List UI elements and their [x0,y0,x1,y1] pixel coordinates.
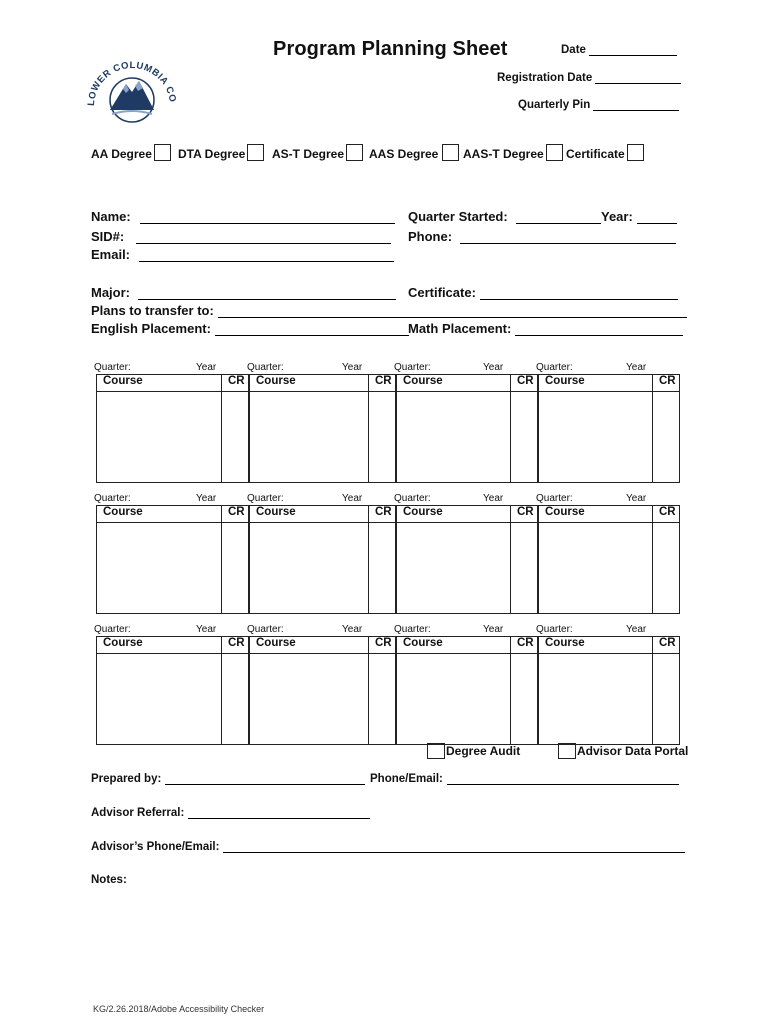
cr-header: CR [369,375,396,392]
quarter-table [538,636,680,745]
name-label: Name: [91,209,131,224]
quarter-label: Quarter: [394,362,431,373]
year-label: Year [626,362,647,373]
advisor-referral-label: Advisor Referral: [91,807,185,819]
year-field[interactable] [601,209,677,224]
phone-label: Phone: [408,229,453,244]
cr-cell[interactable] [511,392,538,483]
cr-cell[interactable] [653,392,680,483]
year-label: Year [483,362,504,373]
email-label: Email: [91,247,131,262]
quarter-table [96,636,249,745]
course-header: Course [397,375,511,392]
phone-email-label: Phone/Email: [370,773,443,785]
cr-header: CR [511,375,538,392]
course-cell[interactable] [250,654,369,745]
quarter-label: Quarter: [94,624,131,635]
degree-aast[interactable] [463,144,563,161]
advisor-phone-field[interactable] [91,840,685,853]
checkbox[interactable] [546,144,563,161]
year-label: Year [483,493,504,504]
degree-dta-label: DTA Degree [178,147,246,161]
cr-cell[interactable] [222,523,249,614]
course-cell[interactable] [397,392,511,483]
quarter-label: Quarter: [247,493,284,504]
quarterly-pin-field[interactable] [518,98,679,111]
degree-dta[interactable] [178,144,264,161]
year-label: Year [342,624,363,635]
course-header: Course [539,375,653,392]
advisor-referral-field[interactable] [91,806,370,819]
year-label: Year [342,362,363,373]
quarter-started-field[interactable] [408,209,601,224]
cr-header: CR [222,375,249,392]
phone-email-field[interactable] [370,772,679,785]
quarter-label: Quarter: [536,362,573,373]
quarter-table [249,374,396,483]
cr-cell[interactable] [653,523,680,614]
quarter-label: Quarter: [536,624,573,635]
cr-header: CR [222,637,249,654]
quarter-label: Quarter: [394,624,431,635]
year-label: Year [483,624,504,635]
degree-aas-label: AAS Degree [369,147,439,161]
degree-certificate-label: Certificate [566,147,625,161]
quarter-label: Quarter: [94,362,131,373]
major-label: Major: [91,285,130,300]
date-field[interactable] [561,43,677,56]
cr-cell[interactable] [511,523,538,614]
advisor-portal-label: Advisor Data Portal [577,744,689,758]
year-label: Year [196,624,217,635]
quarter-label: Quarter: [247,362,284,373]
quarter-table [96,505,249,614]
degree-aa[interactable] [91,144,171,161]
cr-cell[interactable] [511,654,538,745]
english-placement-label: English Placement: [91,321,211,336]
math-placement-label: Math Placement: [408,321,512,336]
certificate-field[interactable] [408,285,678,300]
quarter-table [538,505,680,614]
degree-audit-check[interactable] [427,743,520,759]
checkbox[interactable] [154,144,171,161]
major-field[interactable] [91,285,396,300]
footer-text: KG/2.26.2018/Adobe Accessibility Checker [93,1004,265,1014]
year-label: Year [342,493,363,504]
course-header: Course [539,506,653,523]
date-label: Date [561,44,586,56]
quarter-table [249,505,396,614]
page-title: Program Planning Sheet [273,38,508,60]
quarter-label: Quarter: [394,493,431,504]
year-label: Year [196,362,217,373]
course-header: Course [539,637,653,654]
course-cell[interactable] [539,392,653,483]
logo-text: LOWER COLUMBIA CO [85,59,178,107]
degree-certificate[interactable] [566,144,644,161]
degree-aast-label: AAS-T Degree [463,147,544,161]
cr-cell[interactable] [653,654,680,745]
year-label: Year: [601,209,633,224]
year-label: Year [626,624,647,635]
quarter-table [538,374,680,483]
course-header: Course [397,506,511,523]
email-field[interactable] [91,247,394,262]
cr-header: CR [653,375,680,392]
cr-cell[interactable] [369,392,396,483]
course-header: Course [397,637,511,654]
checkbox[interactable] [558,743,576,759]
cr-header: CR [653,637,680,654]
quarter-started-label: Quarter Started: [408,209,508,224]
notes-label: Notes: [91,874,127,886]
cr-header: CR [369,637,396,654]
checkbox[interactable] [247,144,264,161]
cr-header: CR [511,506,538,523]
checkbox[interactable] [442,144,459,161]
course-header: Course [97,506,222,523]
advisor-phone-label: Advisor’s Phone/Email: [91,841,220,853]
year-label: Year [196,493,217,504]
course-cell[interactable] [397,654,511,745]
course-cell[interactable] [97,654,222,745]
course-header: Course [250,506,369,523]
degree-ast[interactable] [272,144,363,161]
plans-field[interactable] [91,303,687,318]
checkbox[interactable] [346,144,363,161]
cr-cell[interactable] [369,523,396,614]
phone-field[interactable] [408,229,676,244]
plans-label: Plans to transfer to: [91,303,214,318]
course-cell[interactable] [250,392,369,483]
math-placement-field[interactable] [408,321,683,336]
checkbox[interactable] [427,743,445,759]
certificate-label: Certificate: [408,285,476,300]
sid-field[interactable] [91,229,391,244]
cr-header: CR [222,506,249,523]
cr-cell[interactable] [222,654,249,745]
degree-ast-label: AS-T Degree [272,147,345,161]
course-cell[interactable] [250,523,369,614]
advisor-portal-check[interactable] [558,743,688,759]
year-label: Year [626,493,647,504]
college-logo [82,48,182,128]
course-cell[interactable] [539,523,653,614]
course-cell[interactable] [539,654,653,745]
registration-date-label: Registration Date [497,72,593,84]
course-cell[interactable] [397,523,511,614]
cr-header: CR [369,506,396,523]
course-header: Course [250,375,369,392]
quarter-table [396,505,538,614]
quarter-label: Quarter: [536,493,573,504]
quarter-table [396,636,538,745]
cr-cell[interactable] [222,392,249,483]
checkbox[interactable] [627,144,644,161]
quarter-table [396,374,538,483]
quarterly-pin-label: Quarterly Pin [518,99,591,111]
prepared-by-field[interactable] [91,772,365,785]
quarter-label: Quarter: [94,493,131,504]
name-field[interactable] [91,209,395,224]
cr-cell[interactable] [369,654,396,745]
degree-audit-label: Degree Audit [446,744,521,758]
course-header: Course [250,637,369,654]
degree-aas[interactable] [369,144,459,161]
degree-aa-label: AA Degree [91,147,152,161]
course-header: Course [97,375,222,392]
english-placement-field[interactable] [91,321,409,336]
cr-header: CR [511,637,538,654]
course-cell[interactable] [97,392,222,483]
quarter-table [96,374,249,483]
course-header: Course [97,637,222,654]
course-cell[interactable] [97,523,222,614]
sid-label: SID#: [91,229,125,244]
quarter-label: Quarter: [247,624,284,635]
prepared-by-label: Prepared by: [91,773,162,785]
registration-date-field[interactable] [497,71,681,84]
quarter-table [249,636,396,745]
cr-header: CR [653,506,680,523]
